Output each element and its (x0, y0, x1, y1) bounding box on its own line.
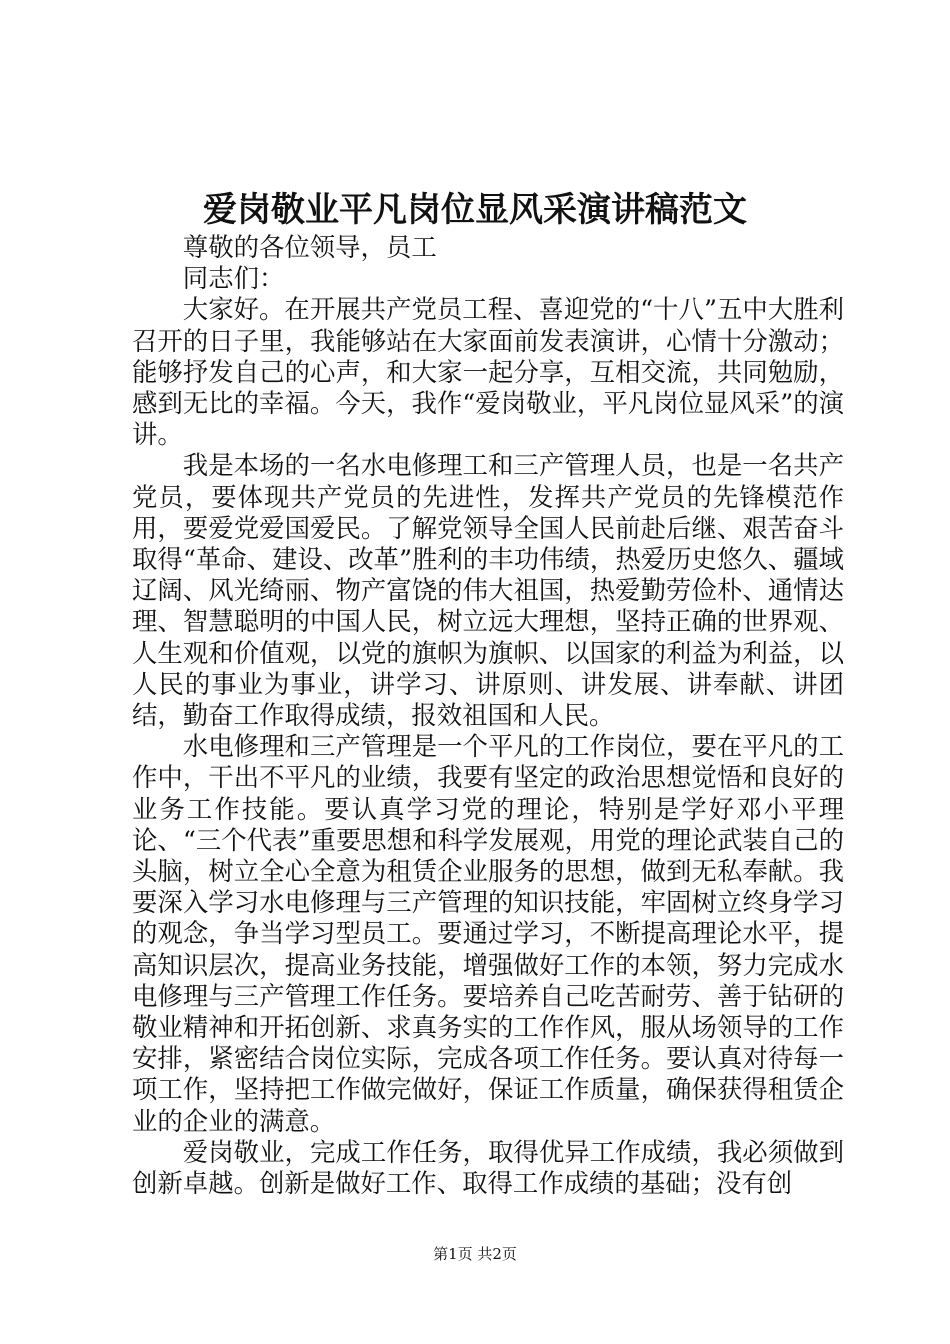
salutation-line: 同志们： (182, 263, 285, 294)
salutation-line: 尊敬的各位领导，员工 (182, 232, 437, 262)
body-paragraph: 爱岗敬业，完成工作任务，取得优异工作成绩，我必须做到创新卓越。创新是做好工作、取得工作成绩的基础；没有创 (132, 1136, 844, 1199)
body-paragraph: 我是本场的一名水电修理工和三产管理人员，也是一名共产党员，要体现共产党员的先进性，发挥共产党员的先锋模范作用，要爱党爱国爱民。了解党领导全国人民前赴后继、艰苦奋斗取得“革命、建设、改革”胜利的丰功伟绩，热爱历史悠久、疆域辽阔、风光绮丽、物产富饶的伟大祖国，热爱勤劳俭朴、通情达理、智慧聪明的中国人民，树立远大理想，坚持正确的世界观、人生观和价值观，以党的旗帜为旗帜、以国家的利益为利益，以人民的事业为事业，讲学习、讲原则、讲发展、讲奉献、讲团结，勤奋工作取得成绩，报效祖国和人民。 (132, 450, 844, 731)
body-paragraph: 大家好。在开展共产党员工程、喜迎党的“十八”五中大胜利召开的日子里，我能够站在大家面前发表演讲，心情十分激动；能够抒发自己的心声，和大家一起分享，互相交流，共同勉励，感到无比的幸福。今天，我作“爱岗敬业，平凡岗位显风采”的演讲。 (132, 294, 844, 450)
body-paragraph: 水电修理和三产管理是一个平凡的工作岗位，要在平凡的工作中，干出不平凡的业绩，我要有坚定的政治思想觉悟和良好的业务工作技能。要认真学习党的理论，特别是学好邓小平理论、“三个代表”重要思想和科学发展观，用党的理论武装自己的头脑，树立全心全意为租赁企业服务的思想，做到无私奉献。我要深入学习水电修理与三产管理的知识技能，牢固树立终身学习的观念，争当学习型员工。要通过学习，不断提高理论水平，提高知识层次，提高业务技能，增强做好工作的本领，努力完成水电修理与三产管理工作任务。要培养自己吃苦耐劳、善于钻研的敬业精神和开拓创新、求真务实的工作作风，服从场领导的工作安排，紧密结合岗位实际，完成各项工作任务。要认真对待每一项工作，坚持把工作做完做好，保证工作质量，确保获得租赁企业的企业的满意。 (132, 731, 844, 1136)
page-number-footer: 第1页 共2页 (433, 1245, 517, 1263)
document-title: 爱岗敬业平凡岗位显风采演讲稿范文 (203, 190, 747, 230)
document-body (132, 232, 844, 1199)
